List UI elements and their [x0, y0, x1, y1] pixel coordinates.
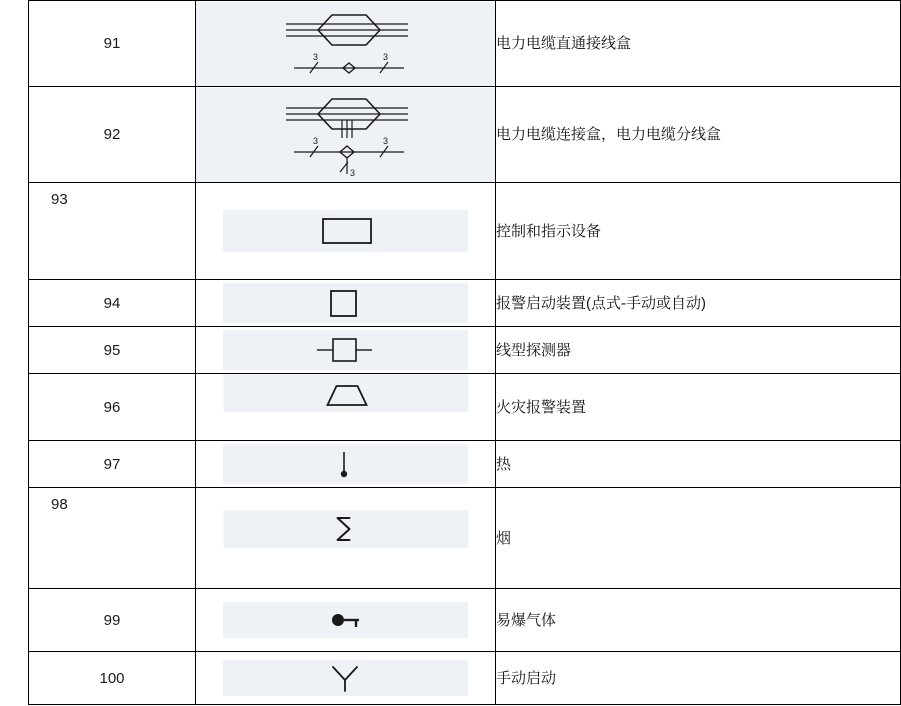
description-text: 热 [496, 455, 512, 473]
table-row [29, 441, 901, 488]
description-text: 电力电缆连接盒，电力电缆分线盒 [496, 126, 722, 143]
symbol-band [223, 444, 468, 484]
symbol-label-left: 3 [312, 135, 318, 146]
row-number-cell [29, 441, 196, 488]
row-number-cell [29, 488, 196, 589]
row-number-cell [29, 652, 196, 705]
row-number: 94 [103, 294, 121, 312]
row-number-cell [29, 327, 196, 374]
row-number: 91 [103, 35, 121, 52]
row-number-cell [29, 1, 196, 87]
description-text: 控制和指示设备 [496, 222, 602, 240]
symbol-band [223, 330, 468, 370]
symbol-band [223, 602, 468, 638]
symbol-label-right: 3 [382, 135, 388, 146]
row-number-cell [29, 589, 196, 652]
symbol-band [196, 2, 495, 86]
description-cell [496, 589, 901, 652]
description-cell [496, 87, 901, 183]
control-and-indicating-equipment-icon [223, 210, 468, 252]
row-number: 95 [103, 341, 121, 359]
symbol-band [223, 210, 468, 252]
symbol-cell [196, 183, 496, 280]
symbol-cell [196, 488, 496, 589]
description-text: 电力电缆直通接线盒 [496, 35, 632, 52]
row-number: 99 [103, 611, 121, 629]
fire-alarm-device-icon [223, 374, 468, 412]
table-row [29, 1, 901, 87]
symbol-cell [196, 441, 496, 488]
description-text: 手动启动 [496, 669, 557, 687]
power-cable-connection-box-icon [196, 88, 495, 182]
table-row [29, 652, 901, 705]
description-cell [496, 488, 901, 589]
description-text: 火灾报警装置 [496, 398, 587, 416]
table-row [29, 488, 901, 589]
description-cell [496, 183, 901, 280]
table-row [29, 589, 901, 652]
symbol-cell [196, 1, 496, 87]
row-number: 100 [99, 669, 125, 687]
table-row [29, 280, 901, 327]
symbol-band [223, 374, 468, 412]
symbol-cell [196, 280, 496, 327]
symbol-label-left: 3 [312, 51, 318, 62]
description-cell [496, 441, 901, 488]
symbol-band [196, 88, 495, 182]
symbol-band [223, 660, 468, 696]
symbol-label-right: 3 [382, 51, 388, 62]
description-text: 报警启动装置(点式-手动或自动) [496, 294, 706, 312]
power-cable-straight-junction-box-icon [196, 2, 495, 86]
row-number: 96 [103, 398, 121, 416]
symbol-band [223, 283, 468, 323]
symbol-label-bottom: 3 [349, 167, 355, 178]
table-row [29, 327, 901, 374]
explosive-gas-detector-icon [223, 602, 468, 638]
row-number: 98 [51, 496, 68, 513]
symbol-table [28, 0, 901, 705]
description-text: 烟 [496, 529, 512, 547]
line-type-detector-icon [223, 330, 468, 370]
row-number-cell [29, 183, 196, 280]
smoke-detector-icon [223, 510, 468, 548]
description-text: 线型探测器 [496, 341, 572, 359]
table-row [29, 374, 901, 441]
manual-call-point-icon [223, 660, 468, 696]
description-cell [496, 1, 901, 87]
table-row [29, 183, 901, 280]
description-cell [496, 327, 901, 374]
table-row [29, 87, 901, 183]
symbol-cell [196, 87, 496, 183]
symbol-cell [196, 589, 496, 652]
description-cell [496, 280, 901, 327]
row-number: 92 [103, 126, 121, 143]
row-number-cell [29, 374, 196, 441]
heat-detector-icon [223, 444, 468, 484]
row-number: 97 [103, 455, 121, 473]
symbol-cell [196, 652, 496, 705]
row-number: 93 [51, 191, 68, 208]
row-number-cell [29, 280, 196, 327]
row-number-cell [29, 87, 196, 183]
alarm-initiating-device-icon [223, 283, 468, 323]
description-cell [496, 374, 901, 441]
description-cell [496, 652, 901, 705]
description-text: 易爆气体 [496, 611, 557, 629]
symbol-cell [196, 374, 496, 441]
symbol-band [223, 510, 468, 548]
symbol-cell [196, 327, 496, 374]
